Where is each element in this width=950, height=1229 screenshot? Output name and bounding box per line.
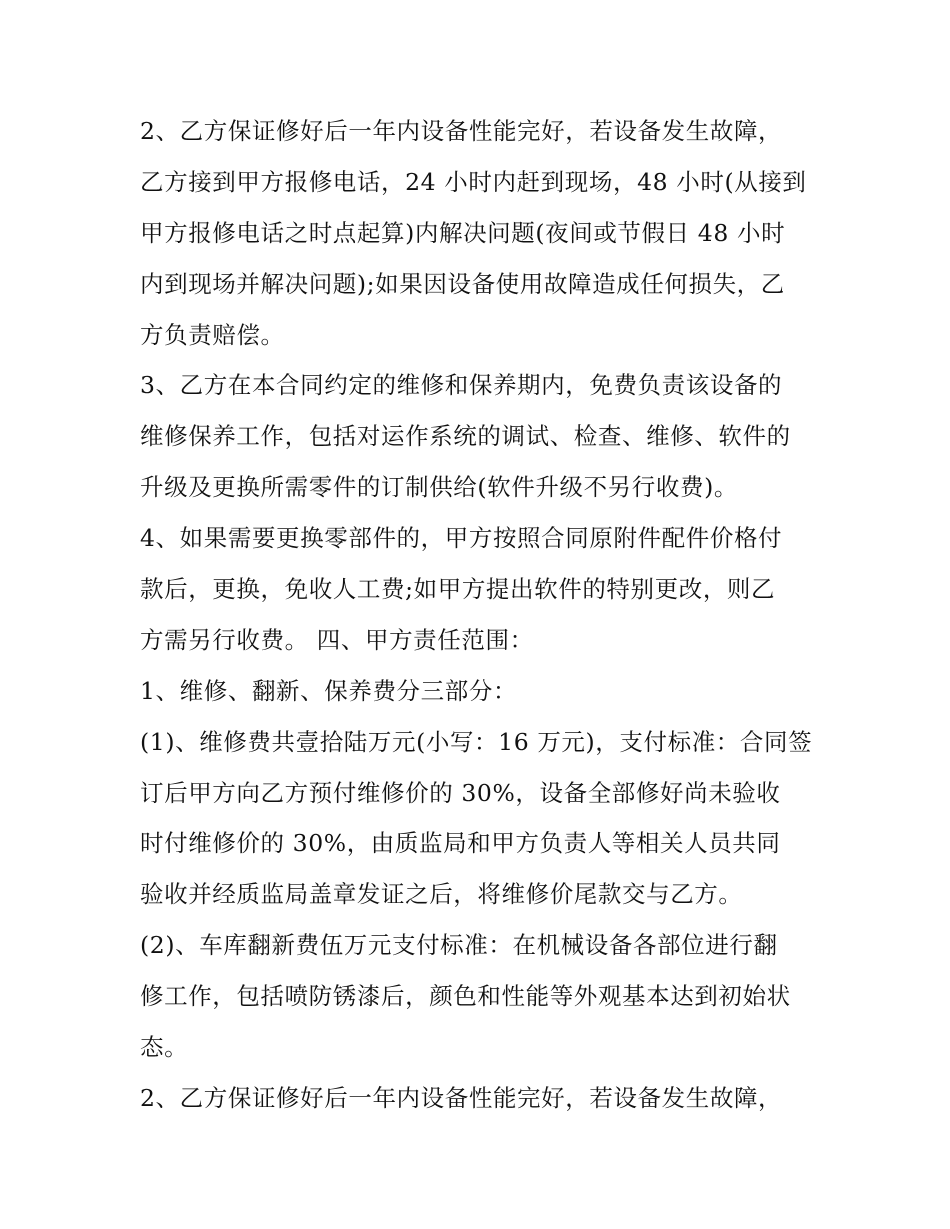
- text-line: 甲方报修电话之时点起算)内解决问题(夜间或节假日 48 小时: [140, 218, 786, 247]
- text-line: 乙方接到甲方报修电话，24 小时内赶到现场，48 小时(从接到: [140, 167, 807, 196]
- text-line: 4、如果需要更换零部件的，甲方按照合同原附件配件价格付: [140, 524, 783, 553]
- text-line: 2、乙方保证修好后一年内设备性能完好，若设备发生故障，: [140, 1083, 783, 1112]
- text-line: 方需另行收费。 四、甲方责任范围：: [140, 625, 534, 654]
- text-line: 2、乙方保证修好后一年内设备性能完好，若设备发生故障，: [140, 117, 783, 145]
- text-line: 验收并经质监局盖章发证之后，将维修价尾款交与乙方。: [140, 880, 743, 909]
- text-line: 时付维修价的 30%，由质监局和甲方负责人等相关人员共同: [140, 829, 781, 858]
- text-line: 态。: [140, 1033, 189, 1062]
- text-line: 订后甲方向乙方预付维修价的 30%，设备全部修好尚未验收: [140, 778, 781, 807]
- text-line: 升级及更换所需零件的订制供给(软件升级不另行收费)。: [140, 473, 738, 502]
- text-line: 内到现场并解决问题);如果因设备使用故障造成任何损失，乙: [140, 269, 785, 298]
- text-line: 方负责赔偿。: [140, 320, 285, 349]
- text-line: 3、乙方在本合同约定的维修和保养期内，免费负责该设备的: [140, 371, 783, 400]
- text-line: (2)、车库翻新费伍万元支付标准：在机械设备各部位进行翻: [140, 931, 778, 960]
- text-line: 维修保养工作，包括对运作系统的调试、检查、维修、软件的: [140, 422, 791, 451]
- text-line: 修工作，包括喷防锈漆后，颜色和性能等外观基本达到初始状: [140, 982, 791, 1011]
- contract-text: [140, 106, 820, 1124]
- text-line: 1、维修、翻新、保养费分三部分：: [140, 676, 518, 705]
- text-line: (1)、维修费共壹拾陆万元(小写：16 万元)，支付标准：合同签: [140, 727, 813, 756]
- text-line: 款后，更换，免收人工费;如甲方提出软件的特别更改，则乙: [140, 575, 776, 604]
